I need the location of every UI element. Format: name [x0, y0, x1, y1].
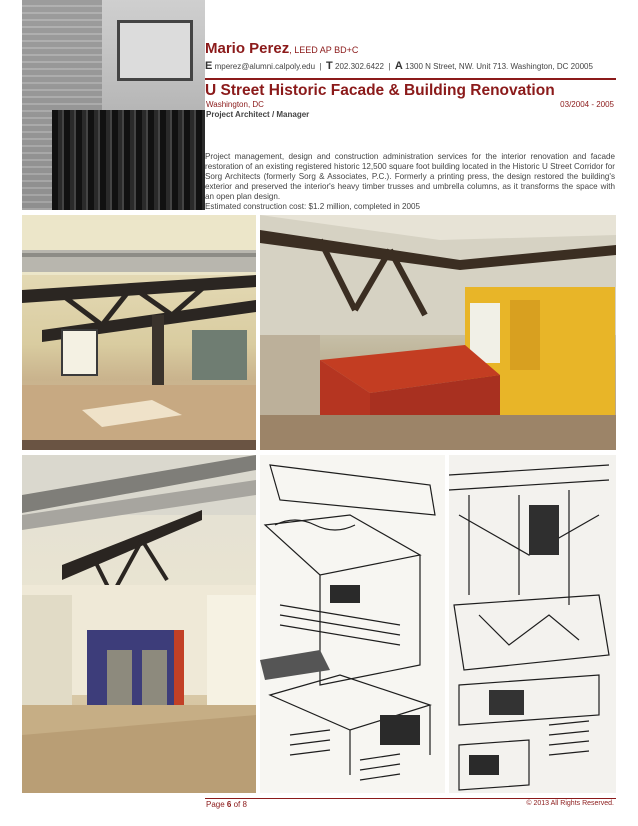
resume-header [205, 40, 615, 72]
copyright: © 2013 All Rights Reserved. [526, 800, 614, 807]
separator: | [388, 62, 391, 71]
credentials: , LEED AP BD+C [289, 45, 359, 55]
page-of: of [231, 800, 243, 809]
facade-photo [22, 0, 205, 210]
interior-photo-loft [22, 455, 256, 793]
phone: 202.302.6422 [335, 62, 384, 71]
name: Mario Perez [205, 40, 290, 57]
email[interactable]: mperez@alumni.calpoly.edu [214, 62, 316, 71]
contact-line [205, 60, 615, 72]
phone-label: T [326, 60, 333, 72]
project-title: U Street Historic Facade & Building Renovation [205, 82, 555, 99]
construction-cost: Estimated construction cost: $1.2 million, completed in 2005 [205, 202, 421, 211]
project-location: Washington, DC [206, 100, 264, 109]
sketch-drawing-left [260, 455, 445, 793]
page-total: 8 [242, 800, 247, 809]
name-line [205, 40, 615, 57]
footer-rule [205, 798, 616, 799]
interior-photo-trusses [22, 215, 256, 450]
page-indicator [206, 800, 247, 809]
header-rule [205, 78, 616, 80]
interior-photo-office [260, 215, 616, 450]
sketch-drawing-right [449, 455, 616, 793]
email-label: E [205, 60, 213, 72]
description-text: Project management, design and construction administration services for the interior renovation and facade restoration of an existing registered historic 12,500 square foot building located in the Historic U Street Corridor for Sorg Architects (formerly Sorg & Associates, P.C.). Formerly a printing press, the design restored the building's exterior and preserved the interior's heavy timber trusses and umbrella columns, as it transforms the space with an open plan design. [205, 152, 615, 201]
project-dates: 03/2004 - 2005 [560, 100, 614, 109]
project-role: Project Architect / Manager [206, 110, 310, 119]
page-current: 6 [226, 800, 232, 809]
separator: | [319, 62, 322, 71]
address-label: A [394, 60, 403, 72]
page-prefix: Page [206, 800, 227, 809]
address: 1300 N Street, NW. Unit 713. Washington, DC 20005 [405, 62, 593, 71]
project-description [205, 152, 615, 212]
